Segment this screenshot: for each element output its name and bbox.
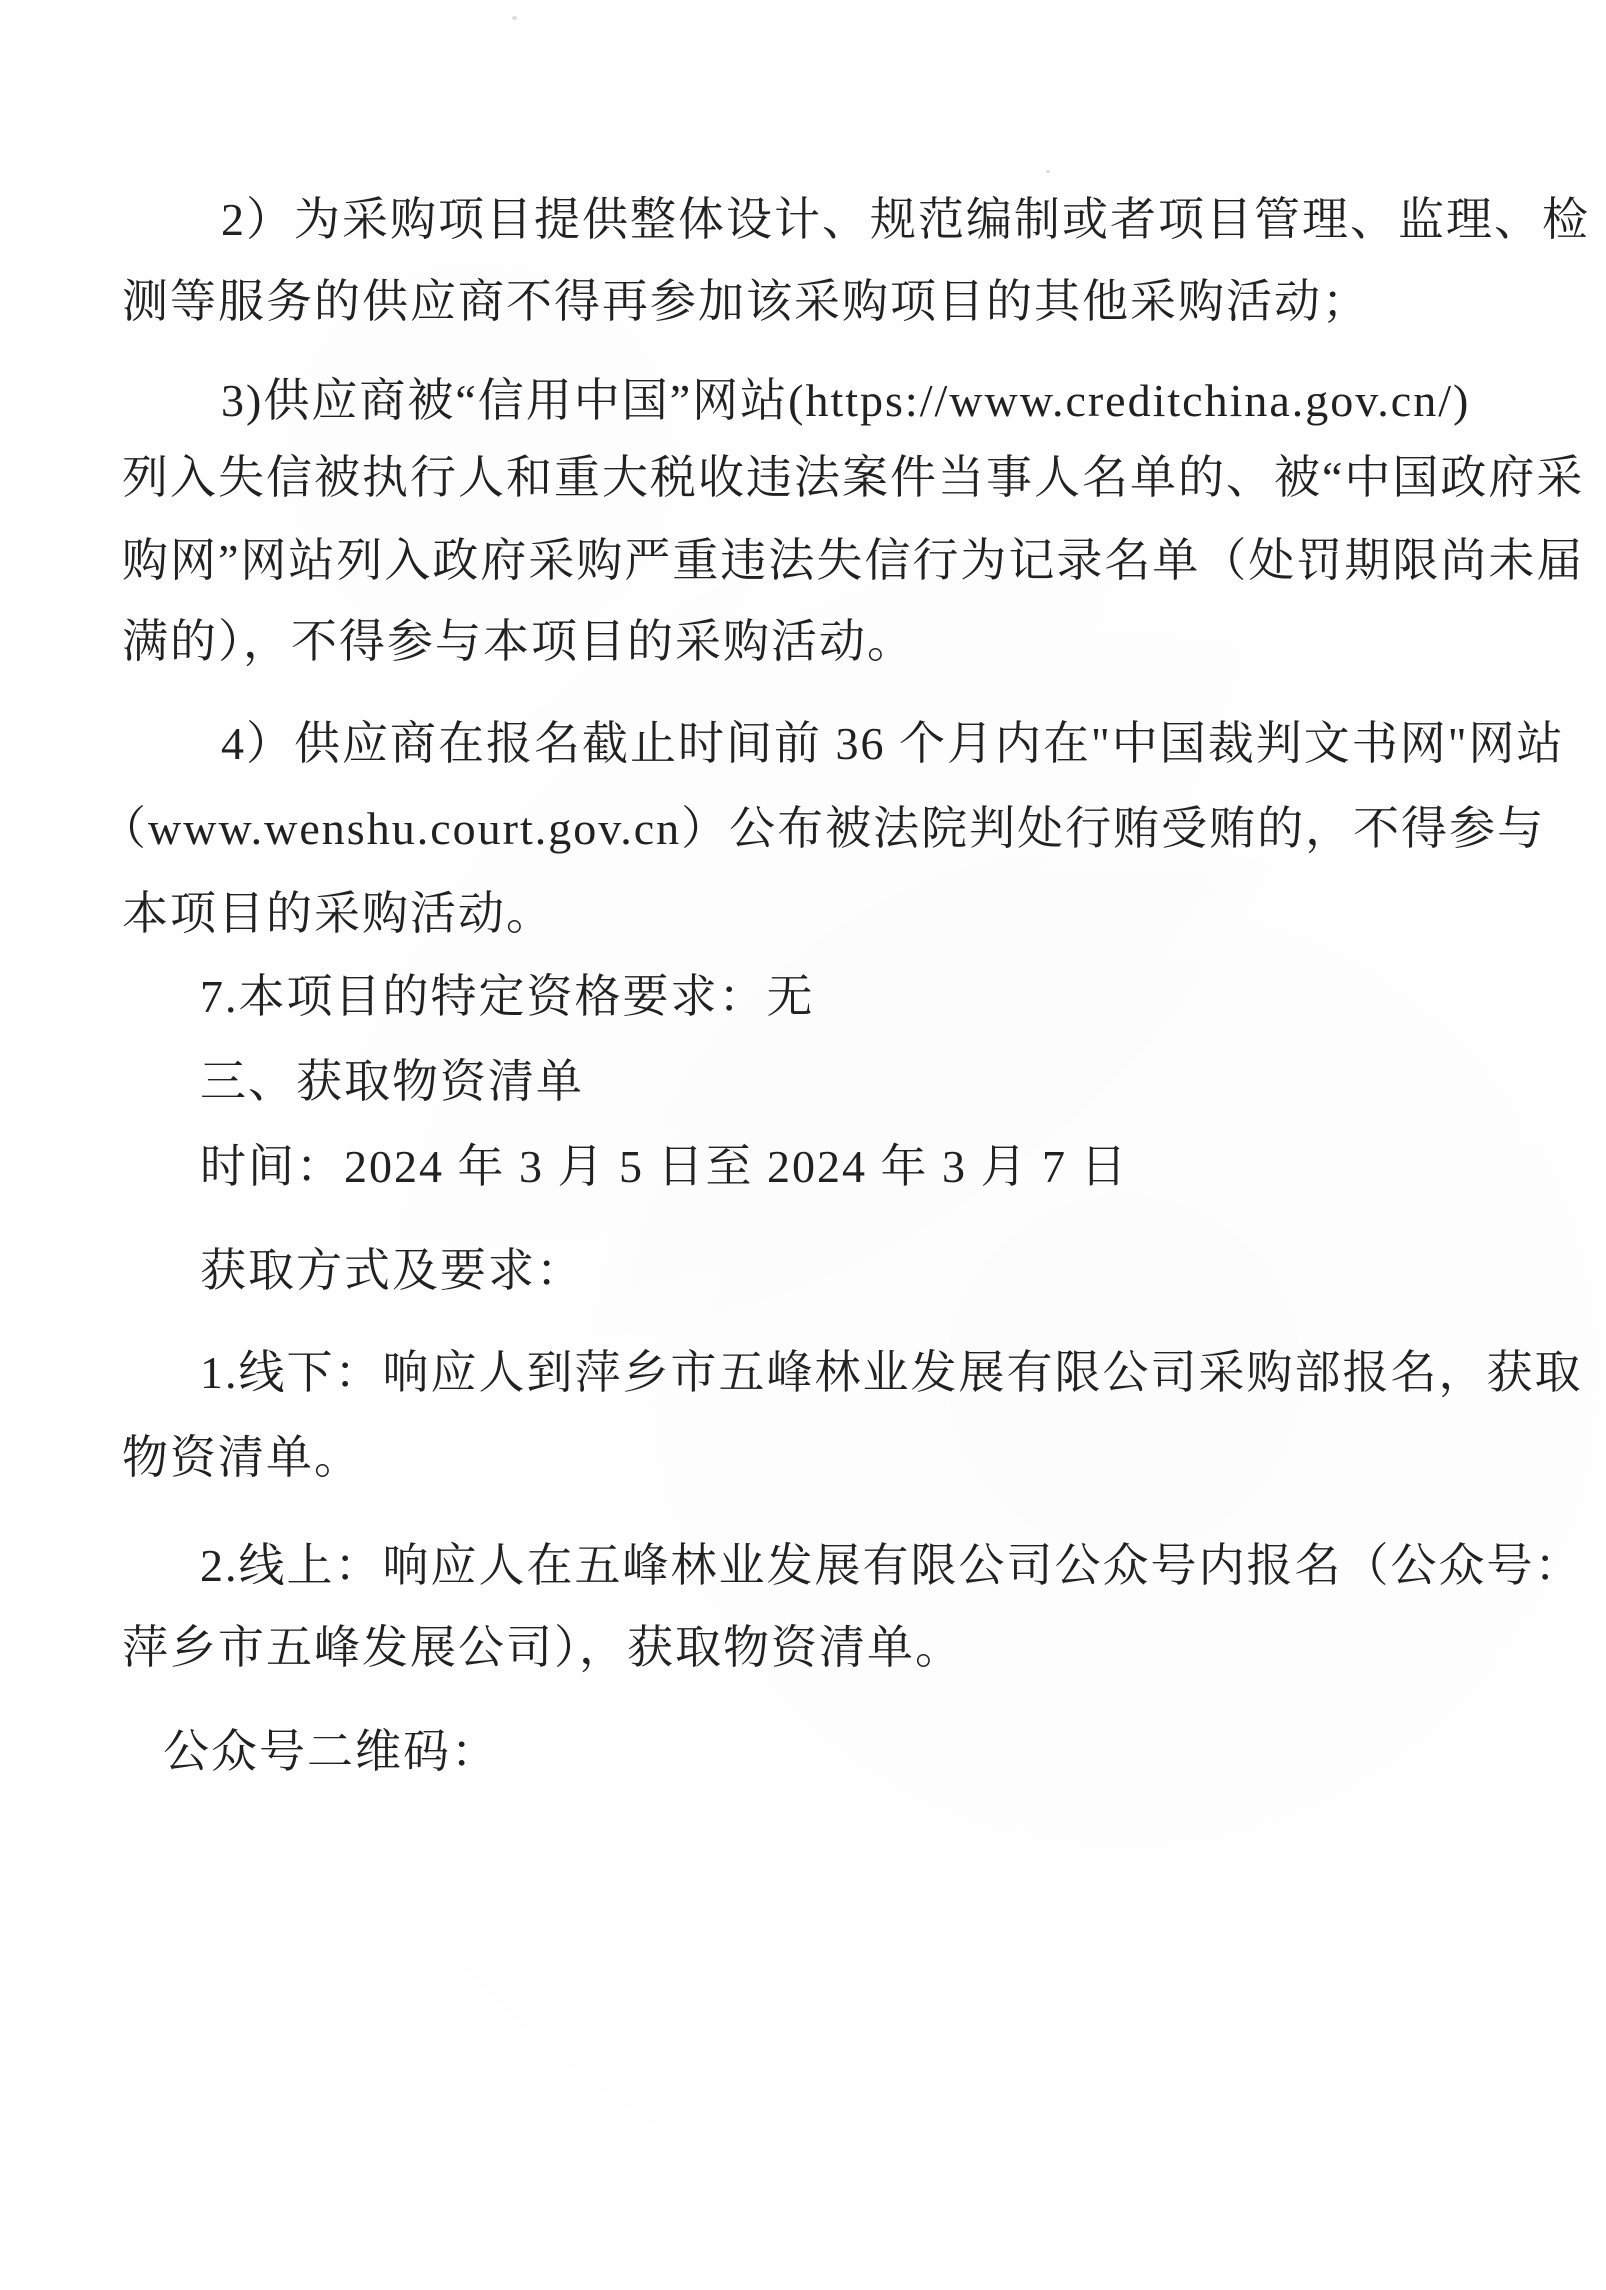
document-line-12: 时间：2024 年 3 月 5 日至 2024 年 3 月 7 日: [200, 1141, 1129, 1192]
document-line-4: 列入失信被执行人和重大税收违法案件当事人名单的、被“中国政府采: [122, 452, 1585, 503]
document-line-5: 购网”网站列入政府采购严重违法失信行为记录名单（处罚期限尚未届: [122, 535, 1585, 586]
document-line-2: 测等服务的供应商不得再参加该采购项目的其他采购活动；: [122, 276, 1370, 327]
document-line-16: 2.线上：响应人在五峰林业发展有限公司公众号内报名（公众号：: [200, 1540, 1583, 1591]
document-line-14: 1.线下：响应人到萍乡市五峰林业发展有限公司采购部报名，获取: [200, 1347, 1583, 1398]
document-line-8: （www.wenshu.court.gov.cn）公布被法院判处行贿受贿的，不得参与: [100, 803, 1546, 854]
document-line-9: 本项目的采购活动。: [122, 888, 554, 939]
document-line-11: 三、获取物资清单: [200, 1056, 584, 1107]
document-line-6: 满的），不得参与本项目的采购活动。: [122, 616, 915, 667]
scan-speck: [512, 16, 517, 20]
document-line-3: 3)供应商被“信用中国”网站(https://www.creditchina.gov.cn/): [221, 375, 1471, 426]
document-line-1: 2）为采购项目提供整体设计、规范编制或者项目管理、监理、检: [221, 194, 1590, 245]
document-line-7: 4）供应商在报名截止时间前 36 个月内在"中国裁判文书网"网站: [221, 718, 1565, 769]
document-line-18: 公众号二维码：: [163, 1726, 499, 1777]
document-line-15: 物资清单。: [122, 1432, 362, 1483]
scan-speck: [1046, 170, 1050, 173]
document-line-13: 获取方式及要求：: [200, 1245, 584, 1296]
document-line-17: 萍乡市五峰发展公司），获取物资清单。: [122, 1622, 963, 1673]
document-line-10: 7.本项目的特定资格要求：无: [200, 971, 815, 1022]
